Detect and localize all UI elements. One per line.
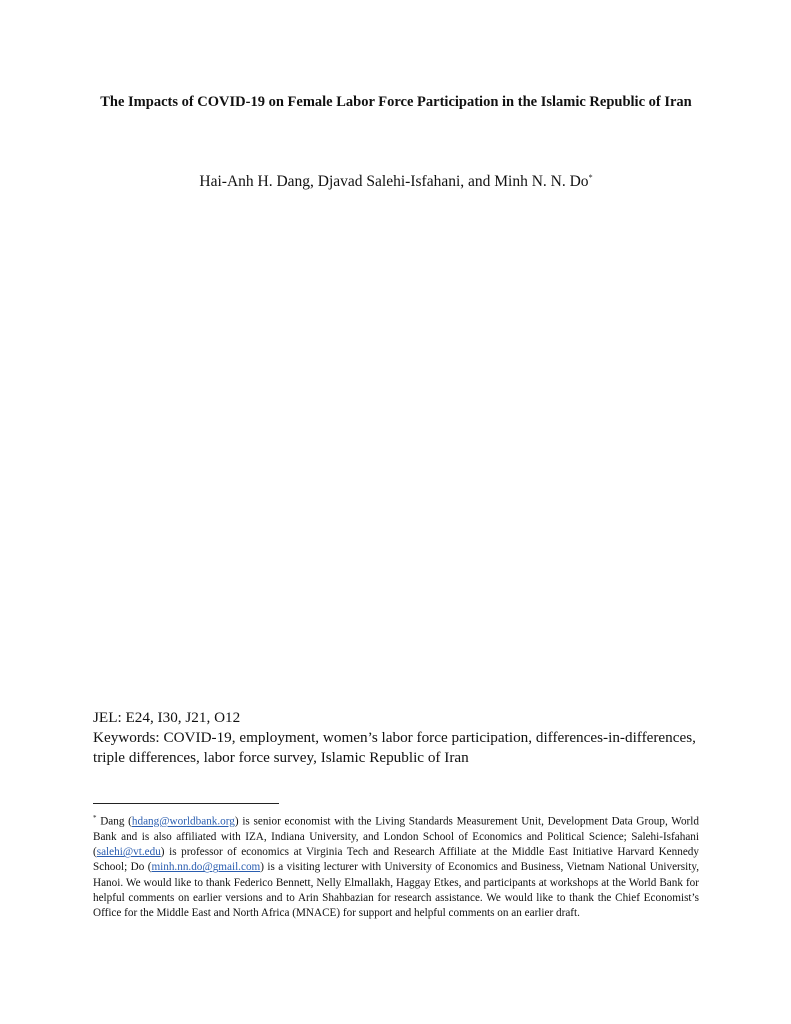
- footnote-text-4: ) is a visiting lecturer with University of Economics and Business, Vietnam National University, Hanoi. We would like to thank Federico Bennett, Nelly Elmallakh, Haggay Etkes, and participants at workshops at the World Bank for helpful comments on earlier versions and to Arin Shahbazian for research assistance. We would like to thank the Chief Economist’s Office for the Middle East and North Africa (MNACE) for support and helpful comments on an earlier draft.: [93, 861, 699, 919]
- email-link-do[interactable]: minh.nn.do@gmail.com: [151, 861, 261, 874]
- email-link-dang[interactable]: hdang@worldbank.org: [131, 815, 235, 828]
- author-footnote-mark: *: [588, 173, 593, 182]
- footnote-text-3: ) is professor of economics at Virginia Tech and Research Affiliate at the Middle East Initiative Harvard Kennedy School; Do (: [93, 846, 699, 874]
- email-link-salehi[interactable]: salehi@vt.edu: [96, 846, 161, 859]
- footnote-mark: *: [93, 814, 97, 822]
- keywords: Keywords: COVID-19, employment, women’s labor force participation, differences-in-differences, triple differences, labor force survey, Islamic Republic of Iran: [93, 729, 696, 766]
- author-footnote: [93, 811, 699, 921]
- authors-text: Hai-Anh H. Dang, Djavad Salehi-Isfahani, and Minh N. N. Do: [199, 173, 589, 191]
- footnote-paragraph: [93, 811, 699, 921]
- paper-metadata: [93, 708, 703, 768]
- author-list: [86, 173, 706, 191]
- jel-codes: JEL: E24, I30, J21, O12: [93, 709, 241, 726]
- footnote-text-1: Dang (: [96, 815, 132, 828]
- footnote-divider: [93, 803, 279, 804]
- footnote-text-2: ) is senior economist with the Living Standards Measurement Unit, Development Data Group, World Bank and is also affiliated with IZA, Indiana University, and London School of Economics and Political Science; Salehi-Isfahani (: [93, 815, 699, 859]
- paper-title: The Impacts of COVID-19 on Female Labor Force Participation in the Islamic Republic of Iran: [100, 94, 692, 110]
